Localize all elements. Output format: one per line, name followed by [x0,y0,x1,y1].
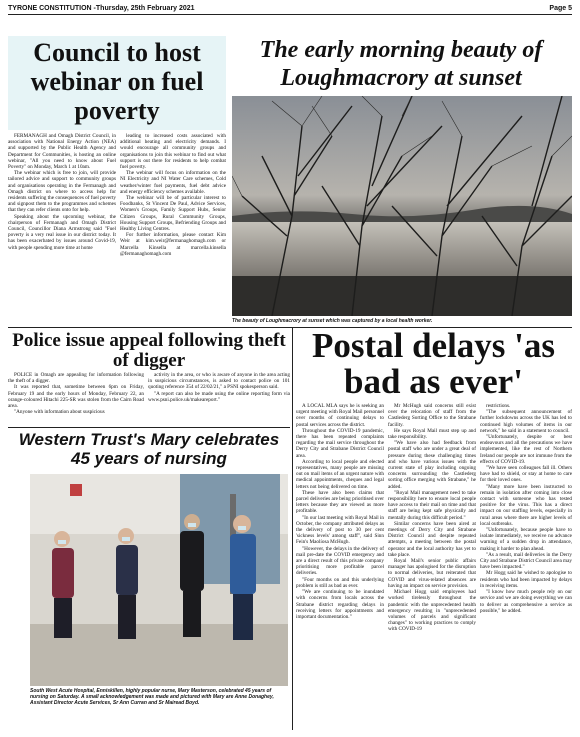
postal-paragraph: "In our last meeting with Royal Mail in October, the company attributed delays as the delivery of post to 30 per cent 'sickness levels' among staff", said Sinn Fein's Maolíosa McHugh. [296,514,384,546]
postal-paragraph: He says Royal Mail must step up and take responsibility. [388,427,476,441]
trust-headline: Western Trust's Mary celebrates 45 years of nursing [18,430,280,468]
postal-paragraph: "The subsequent announcement of further lockdowns across the UK has led to continued high volumes of items in our network," he said in a statement to council. [480,409,572,434]
police-headline: Police issue appeal following theft of digger [12,331,286,371]
postal-paragraph: "However, the delays in the delivery of mail pre-date the COVID emergency and are a direct result of this private company prioritising more profitable parcel deliveries. [296,545,384,577]
postal-paragraph: "Royal Mail management need to take responsibility here to ensure local people have access to their mail on time and that staff are being kept safe physically and mentally during this difficult period." [388,489,476,521]
police-column-2 [148,372,290,426]
postal-headline: Postal delays 'as bad as ever' [311,328,556,400]
nurses-photo [30,474,288,686]
postal-paragraph: Similar concerns have been aired at meetings of Derry City and Strabane District Council and despite repeated attempts, a meeting between the postal operator and the local authority has yet to take place. [388,520,476,558]
postal-paragraph: "We have also had feedback from postal staff who are under a great deal of pressure during these challenging times and who have various issues with the current state of play including ongoing concerns surrounding the Castlederg sorting office merging with Strabane," he added. [388,440,476,490]
header-publication: TYRONE CONSTITUTION -Thursday, 25th February 2021 [8,4,195,12]
postal-paragraph: These have also been claims that parcel deliveries are being prioritised over letters because they are viewed as more profitable. [296,489,384,515]
police-paragraph: "Anyone with information about suspicious [14,409,105,416]
page-header [8,2,572,15]
column-divider [292,328,293,730]
council-headline: Council to host webinar on fuel poverty [30,38,204,125]
council-paragraph: leading to increased costs associated with additional heating and electricity demands. I would encourage all community groups and organisations to join this webinar to find out what support is out there for residents to help combat fuel poverty. [120,133,226,171]
postal-column-3 [480,403,572,729]
council-column-1 [8,133,116,329]
council-column-2 [120,133,226,329]
council-paragraph: The webinar will focus on information on the NI Electricity and NI Water Care schemes, Cold weather/winter fuel payments, fuel debt advice and energy efficiency schemes available. [120,170,226,195]
postal-paragraph: "As a result, mail deliveries in the Derry City and Strabane District Council area may have been impacted." [480,551,572,571]
postal-paragraph: "Many more have been instructed to remain in isolation after coming into close contact with someone who has tested positive for the virus. This has a direct impact on our staffing levels, especially in rural areas where there are higher levels of local outbreaks. [480,483,572,527]
header-page-number: Page 5 [549,4,572,12]
police-column-1 [8,372,144,426]
council-paragraph: Speaking about the upcoming webinar, the chairperson of Fermanagh and Omagh District Council, Councillor Diana Armstrong said "Fuel poverty is a very real issue in our district today. It has been exacerbated by issues around Covid-19, with people spending more time at home [8,213,116,251]
postal-paragraph: "Four months on and this underlying problem is still as bad as ever. [296,576,384,589]
postal-paragraph: Royal Mail's senior public affairs manager has apologised for the disruption to normal deliveries, but reiterated that COVID and virus-related absences are having an impact on service provision. [388,558,476,589]
police-paragraph: "A report can also be made using the online reporting form via www.psni.police.uk/makeareport." [148,390,290,403]
postal-column-2 [388,403,476,729]
postal-paragraph: "Unfortunately, despite or best endeavours and all the precautions we have implemented, like the rest of Northern Ireland our people are not immune from the effects of COVID-19. [480,434,572,465]
postal-column-1 [296,403,384,729]
postal-paragraph: "Unfortunately, because people have to isolate immediately, we receive no advance warning of a sudden drop in attendance, making it harder to plan ahead. [480,527,572,552]
sunset-photo [232,96,572,316]
postal-paragraph: Mr Hogg said he wished to apologise to residents who had been impacted by delays in receiving items. [480,570,572,589]
postal-paragraph: "We have seen colleagues fall ill. Others have had to shield, or stay at home to care for their loved ones. [480,465,572,484]
sunset-headline: The early morning beauty of Loughmacrory at sunset [259,37,543,91]
council-paragraph: For further information, please contact Kim Weir at kim.weir@fermanaghomagh.com or Marcella Kinsella at marcella.kinsella @fermanaghomagh.com [120,232,226,257]
police-paragraph: It was reported that, sometime between 6pm on Friday, February 19 and the early hours of Monday, February 22, an orange-coloured Hitachi 225-SR was stolen from the Cairn Road area. [8,384,144,410]
postal-paragraph: "I know how much people rely on our service and we are doing everything we can to deliver as comprehensive a service as possible," he added. [480,589,572,614]
sunset-caption: The beauty of Loughmacrory at sunset which was captured by a local health worker. [232,318,433,324]
nurses-caption: South West Acute Hospital, Enniskillen, highly popular nurse, Mary Masterson, celebrated 45 years of nursing on Saturday. A small acknowledgement was made and pictured with Mary are Anne Donaghey, Assistant Director Acute Services, Sr Ann Curran and Sr Mairead Boyd. [30,688,274,706]
council-paragraph: FERMANAGH and Omagh District Council, in association with National Energy Action (NEA) and supported by the Public Health Agency and Department for Communities, is hosting an online webinar, "All you need to know about Fuel Poverty" on Monday, March 1 at 10am. [8,133,116,171]
postal-paragraph: A LOCAL MLA says he is seeking an urgent meeting with Royal Mail personnel over months of continuing delays to postal services across the district. [296,403,384,428]
council-paragraph: The webinar which is free to join, will provide tailored advice and support to community groups and organisations operating in the Fermanagh and Omagh district on where to access help for residents suffering the consequences of fuel poverty and signpost them to the programmes and schemes that they can refer clients onto for help. [8,170,116,214]
postal-paragraph: Michael Hogg said employees had worked tirelessly throughout the pandemic with the unprecedented health emergency resulting in "unprecedented volumes of parcels and significant changes" to working practices to comply with COVID-19 [388,589,476,633]
postal-paragraph: According to local people and elected representatives, many people are missing out on mail items of an urgent nature with medical appointments, cheques and legal letters not being delivered on time. [296,458,384,490]
police-paragraph: POLICE in Omagh are appealing for information following the theft of a digger. [8,372,144,385]
council-paragraph: The webinar will be of particular interest to Foodbanks, St Vincent De Paul, Advice Services, Women's Groups, Family Support Hubs, Senior Citizen Groups, Rural Community Groups, Housing Support Groups, Befriending Groups and Healthy Living Centres. [120,195,226,233]
postal-paragraph: Throughout the COVID-19 pandemic, there has been repeated complaints regarding the mail service throughout the Derry City and Strabane District Council area. [296,427,384,459]
postal-paragraph: Mr McHugh said concerns still exist over the relocation of staff from the Castlederg Sorting Office to the Strabane facility. [388,403,476,428]
postal-paragraph: restrictions. [486,403,511,409]
postal-paragraph: "We are continuing to be inundated with concerns from locals across the Strabane district regarding delays in receiving letters for appointments and important documentation." [296,589,384,620]
section-divider [8,427,290,428]
police-paragraph: activity in the area, or who is aware of anyone in the area acting in suspicious circumstances, is asked to contact police on 101 quoting reference 354 of 22/02/21," a PSNI spokesperson said. [148,372,290,391]
